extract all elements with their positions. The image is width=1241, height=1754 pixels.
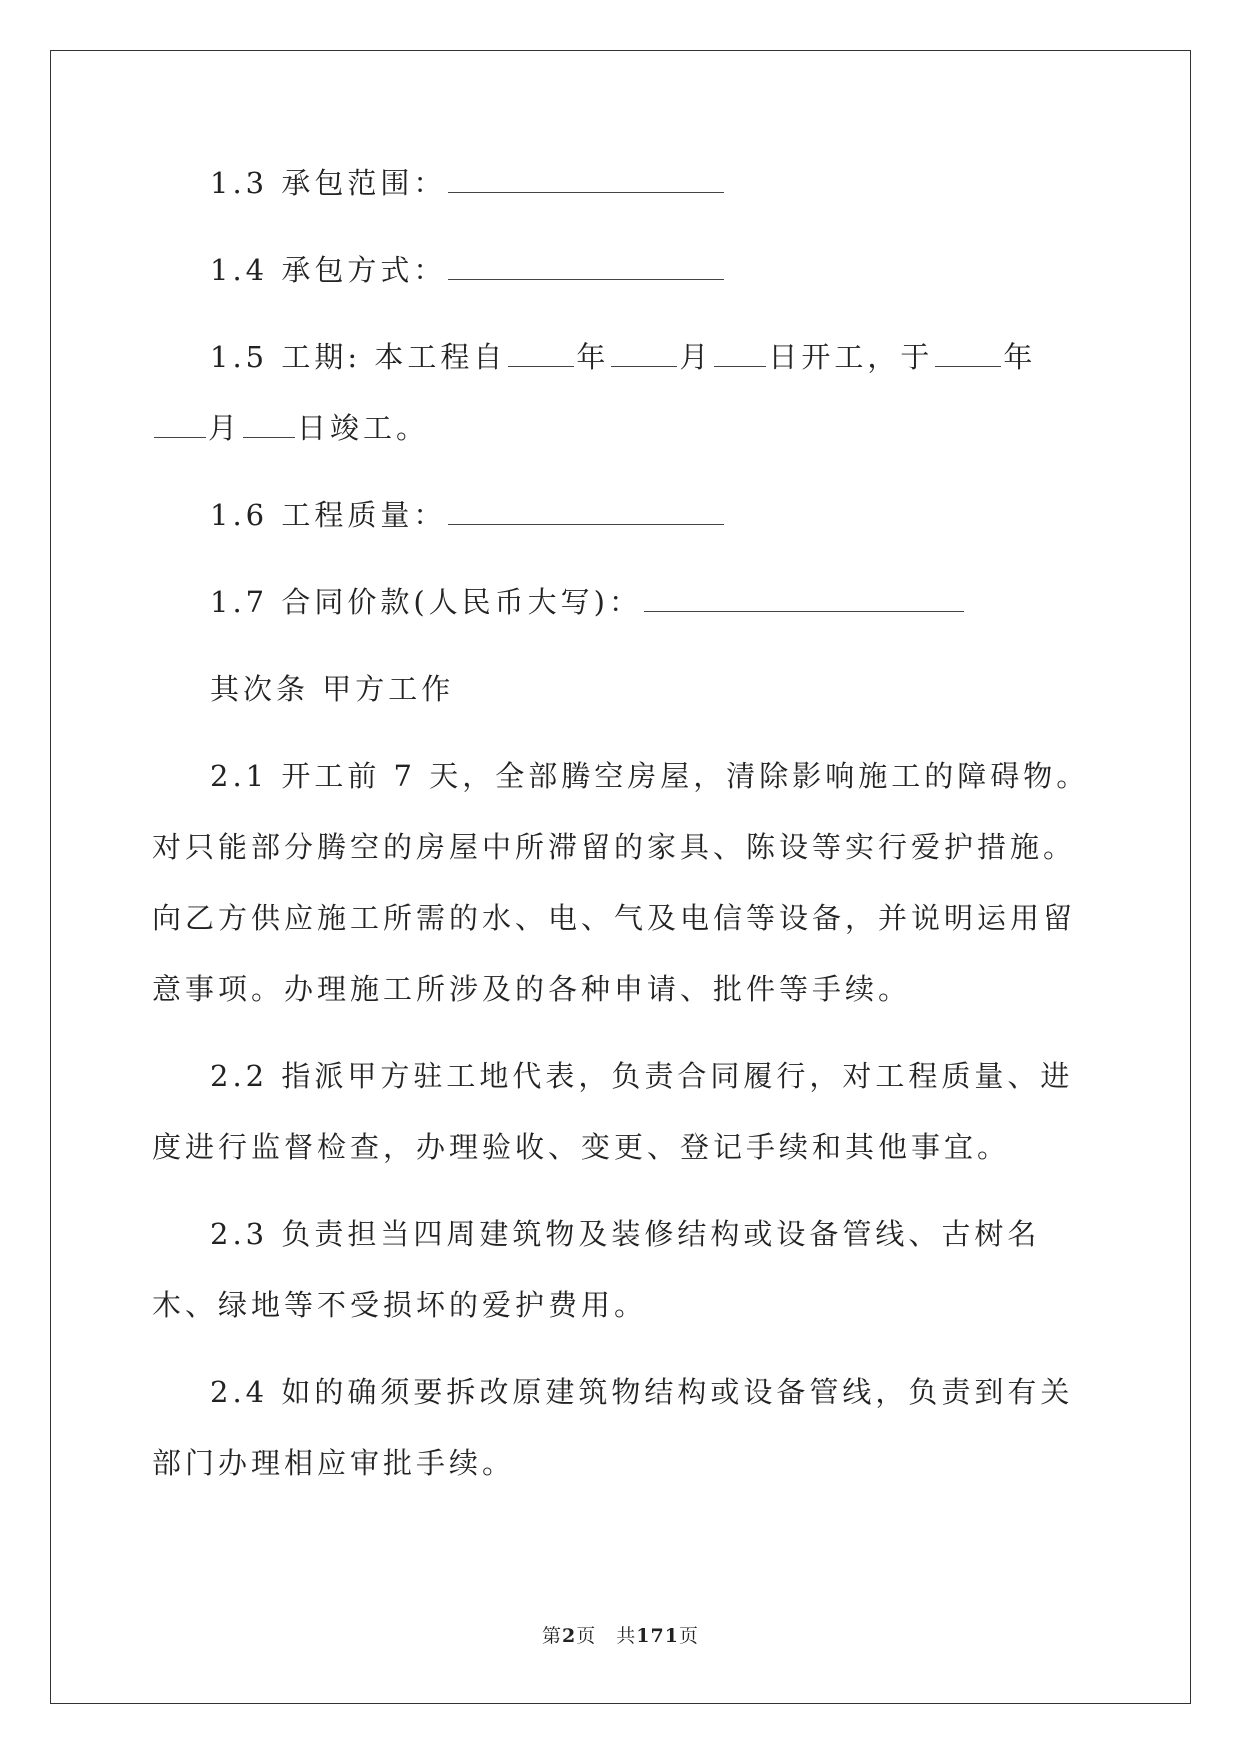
year-label: 年 bbox=[576, 340, 610, 374]
section-heading-2: 其次条 甲方工作 bbox=[210, 672, 455, 706]
total-pages: 171 bbox=[636, 1625, 679, 1647]
blank-line bbox=[935, 338, 1001, 367]
year-label: 年 bbox=[1003, 340, 1037, 374]
clause-1-5 bbox=[152, 322, 1092, 464]
blank-line bbox=[448, 496, 724, 525]
clause-2-1: 2.1 开工前 7 天，全部腾空房屋，清除影响施工的障碍物。对只能部分腾空的房屋中所滞留的家具、陈设等实行爱护措施。向乙方供应施工所需的水、电、气及电信等设备，并说明运用留意事项。办理施工所涉及的各种申请、批件等手续。 bbox=[152, 759, 1090, 1006]
start-day-label: 日开工，于 bbox=[768, 340, 934, 374]
page-suffix: 页 bbox=[576, 1625, 597, 1647]
clause-1-6 bbox=[152, 480, 1092, 551]
clause-1-5-text: 1.5 工期: 本工程自 bbox=[210, 340, 507, 374]
clause-2-3: 2.3 负责担当四周建筑物及装修结构或设备管线、古树名木、绿地等不受损坏的爱护费用。 bbox=[152, 1217, 1041, 1322]
total-prefix: 共 bbox=[616, 1625, 637, 1647]
clause-1-7-label: 1.7 合同价款(人民币大写)： bbox=[210, 585, 642, 619]
blank-line bbox=[448, 251, 724, 280]
blank-line bbox=[611, 338, 677, 367]
month-label: 月 bbox=[208, 411, 242, 445]
clause-1-6-label: 1.6 工程质量： bbox=[210, 498, 447, 532]
blank-line bbox=[154, 409, 206, 438]
document-body bbox=[152, 148, 1092, 1515]
clause-1-4 bbox=[152, 235, 1092, 306]
blank-line bbox=[508, 338, 574, 367]
page-prefix: 第 bbox=[542, 1625, 563, 1647]
clause-2-4: 2.4 如的确须要拆改原建筑物结构或设备管线，负责到有关部门办理相应审批手续。 bbox=[152, 1375, 1074, 1480]
blank-line bbox=[243, 409, 295, 438]
page-number: 2 bbox=[562, 1625, 577, 1647]
blank-line bbox=[714, 338, 766, 367]
total-suffix: 页 bbox=[678, 1625, 699, 1647]
end-day-label: 日竣工。 bbox=[297, 411, 430, 445]
blank-line bbox=[448, 164, 724, 193]
clause-2-2: 2.2 指派甲方驻工地代表，负责合同履行，对工程质量、进度进行监督检查，办理验收、变更、登记手续和其他事宜。 bbox=[152, 1059, 1074, 1164]
page-footer bbox=[0, 1621, 1241, 1648]
clause-1-3-label: 1.3 承包范围： bbox=[210, 166, 447, 200]
month-label: 月 bbox=[679, 340, 713, 374]
clause-1-3 bbox=[152, 148, 1092, 219]
blank-line bbox=[644, 583, 964, 612]
clause-1-7 bbox=[152, 567, 1092, 638]
clause-1-4-label: 1.4 承包方式： bbox=[210, 253, 447, 287]
